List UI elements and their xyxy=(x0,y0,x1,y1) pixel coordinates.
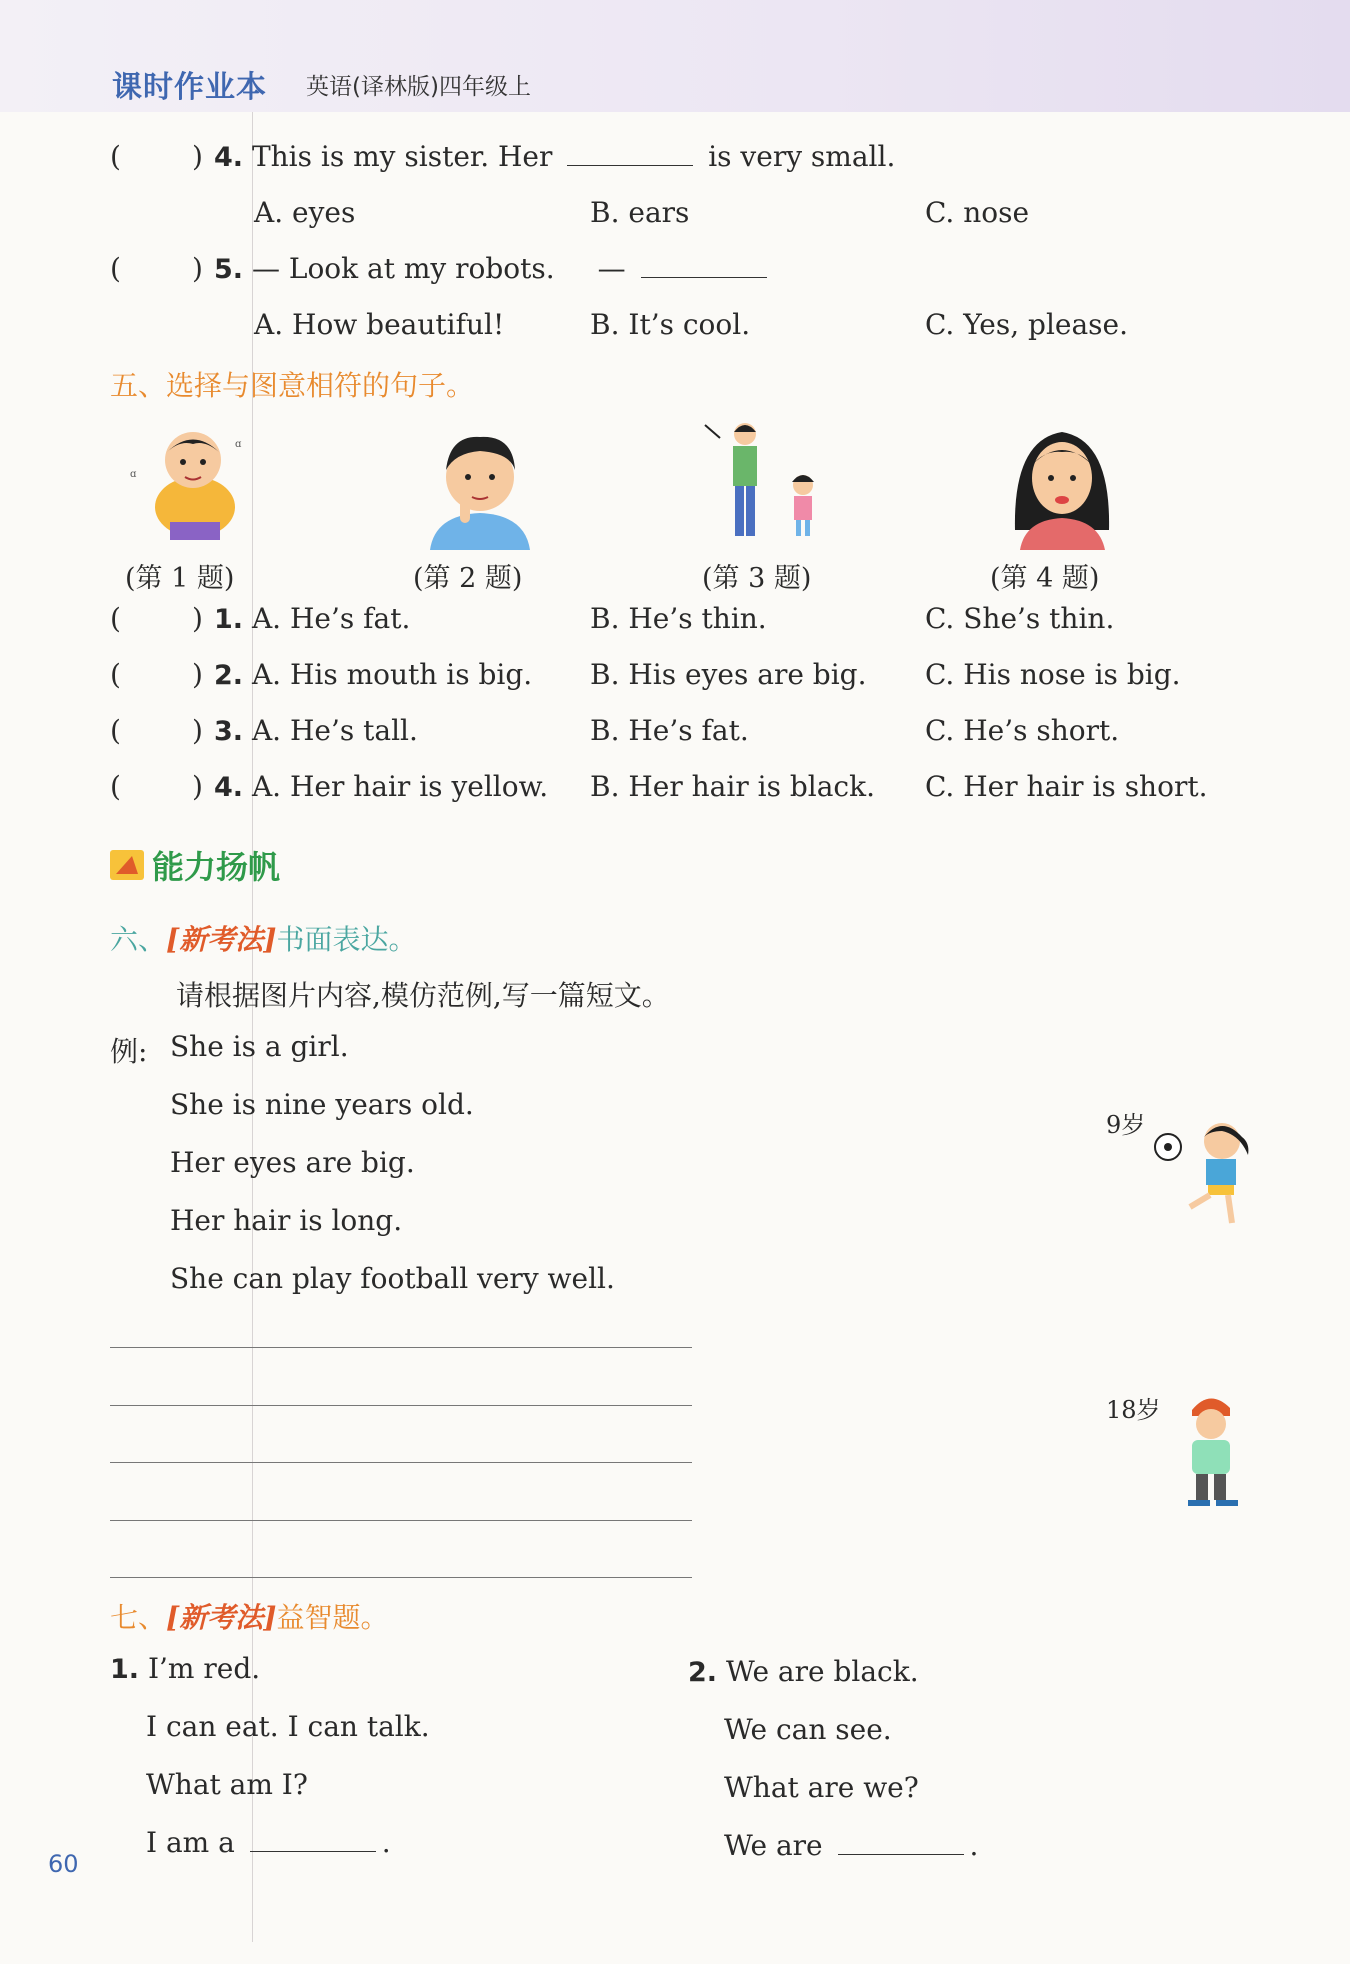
book-subtitle: 英语(译林版)四年级上 xyxy=(306,74,531,100)
girl-long-hair-illustration xyxy=(1005,420,1120,550)
riddle-2-line-2: We can see. xyxy=(724,1713,892,1746)
writing-line[interactable] xyxy=(110,1405,692,1406)
riddle-2-answer xyxy=(724,1829,978,1862)
question-number: 2. xyxy=(688,1657,718,1688)
riddle-2-line-1 xyxy=(688,1655,919,1688)
question-number: 1. xyxy=(110,1654,140,1685)
question-number: 3. xyxy=(214,716,244,747)
section-title-text: 益智题。 xyxy=(276,1601,389,1634)
sail-icon xyxy=(110,850,144,880)
example-line: She is a girl. xyxy=(170,1030,349,1063)
question-1 xyxy=(214,602,410,635)
section-title-text: 书面表达。 xyxy=(276,923,417,956)
instruction: 请根据图片内容,模仿范例,写一篇短文。 xyxy=(176,979,670,1012)
answer-paren-open: ( xyxy=(110,714,121,747)
caption-3: (第 3 题) xyxy=(702,563,812,594)
question-4-stem xyxy=(214,140,895,173)
answer-blank[interactable] xyxy=(641,276,767,278)
riddle-1-line-3: What am I? xyxy=(146,1768,308,1801)
answer-blank[interactable] xyxy=(567,164,693,166)
option-b: B. His eyes are big. xyxy=(590,658,867,691)
option-c: C. His nose is big. xyxy=(925,658,1181,691)
svg-text:ɑ: ɑ xyxy=(235,439,242,450)
question-5-stem xyxy=(214,252,773,285)
riddle-2-line-3: What are we? xyxy=(724,1771,919,1804)
option-b: B. ears xyxy=(590,196,690,229)
question-number: 2. xyxy=(214,660,244,691)
answer-paren-open: ( xyxy=(110,140,121,173)
section-number: 七、 xyxy=(110,1601,167,1634)
riddle-1-line-1 xyxy=(110,1652,260,1685)
answer-prefix: We are xyxy=(724,1829,823,1862)
riddle-1-line-2: I can eat. I can talk. xyxy=(146,1710,430,1743)
writing-line[interactable] xyxy=(110,1577,692,1578)
option-b: B. It’s cool. xyxy=(590,308,751,341)
option-a: A. eyes xyxy=(254,196,356,229)
option-b: B. Her hair is black. xyxy=(590,770,875,803)
section-6-title xyxy=(110,918,417,958)
fat-boy-illustration xyxy=(125,422,260,547)
example-label: 例: xyxy=(110,1035,148,1068)
stem-text: — Look at my robots. xyxy=(251,252,555,285)
section-7-title xyxy=(110,1596,389,1636)
caption-2: (第 2 题) xyxy=(413,563,523,594)
answer-blank[interactable] xyxy=(250,1850,376,1852)
section-number: 六、 xyxy=(110,923,167,956)
answer-paren-close: ) xyxy=(192,658,203,691)
answer-paren-open: ( xyxy=(110,252,121,285)
girl-football-illustration xyxy=(1150,1115,1265,1230)
riddle-1-answer xyxy=(146,1826,391,1859)
example-line: Her eyes are big. xyxy=(170,1146,415,1179)
dash: — xyxy=(597,252,626,285)
example-line: She is nine years old. xyxy=(170,1088,474,1121)
new-method-tag: [新考法] xyxy=(166,923,277,956)
answer-prefix: I am a xyxy=(146,1826,235,1859)
new-method-tag: [新考法] xyxy=(166,1601,277,1634)
question-2 xyxy=(214,658,532,691)
option-b: B. He’s thin. xyxy=(590,602,767,635)
option-c: C. Yes, please. xyxy=(925,308,1128,341)
boy-skating-illustration xyxy=(1170,1390,1260,1515)
section-5-title: 五、选择与图意相符的句子。 xyxy=(110,369,475,402)
answer-end: . xyxy=(381,1826,391,1859)
option-a: A. How beautiful! xyxy=(254,308,505,341)
tall-short-illustration xyxy=(700,420,830,550)
riddle-text: I’m red. xyxy=(147,1652,261,1685)
option-b: B. He’s fat. xyxy=(590,714,749,747)
answer-paren-open: ( xyxy=(110,770,121,803)
age-label-boy: 18岁 xyxy=(1106,1396,1161,1424)
writing-line[interactable] xyxy=(110,1462,692,1463)
option-c: C. He’s short. xyxy=(925,714,1120,747)
ability-section-header xyxy=(110,842,280,888)
option-c: C. nose xyxy=(925,196,1030,229)
caption-1: (第 1 题) xyxy=(125,563,235,594)
answer-paren-close: ) xyxy=(192,714,203,747)
answer-blank[interactable] xyxy=(838,1853,964,1855)
option-a: A. He’s fat. xyxy=(251,602,411,635)
answer-paren-close: ) xyxy=(192,140,203,173)
answer-paren-close: ) xyxy=(192,602,203,635)
question-3 xyxy=(214,714,418,747)
question-4 xyxy=(214,770,548,803)
riddle-text: We are black. xyxy=(725,1655,919,1688)
caption-4: (第 4 题) xyxy=(990,563,1100,594)
svg-text:ɑ: ɑ xyxy=(130,469,137,480)
answer-end: . xyxy=(969,1829,979,1862)
option-a: A. Her hair is yellow. xyxy=(251,770,549,803)
stem-text: This is my sister. Her xyxy=(251,140,553,173)
book-title: 课时作业本 xyxy=(112,70,267,105)
answer-paren-close: ) xyxy=(192,770,203,803)
boy-mouth-illustration xyxy=(425,425,535,550)
answer-paren-close: ) xyxy=(192,252,203,285)
option-a: A. His mouth is big. xyxy=(251,658,533,691)
ability-label: 能力扬帆 xyxy=(152,848,281,886)
age-label-girl: 9岁 xyxy=(1106,1111,1146,1139)
question-number: 4. xyxy=(214,772,244,803)
option-c: C. She’s thin. xyxy=(925,602,1115,635)
answer-paren-open: ( xyxy=(110,658,121,691)
question-number: 4. xyxy=(214,142,244,173)
question-number: 5. xyxy=(214,254,244,285)
page-number: 60 xyxy=(48,1850,79,1878)
option-c: C. Her hair is short. xyxy=(925,770,1208,803)
stem-text: is very small. xyxy=(708,140,896,173)
answer-paren-open: ( xyxy=(110,602,121,635)
option-a: A. He’s tall. xyxy=(251,714,418,747)
example-line: She can play football very well. xyxy=(170,1262,615,1295)
question-number: 1. xyxy=(214,604,244,635)
writing-line[interactable] xyxy=(110,1347,692,1348)
writing-line[interactable] xyxy=(110,1520,692,1521)
example-line: Her hair is long. xyxy=(170,1204,403,1237)
